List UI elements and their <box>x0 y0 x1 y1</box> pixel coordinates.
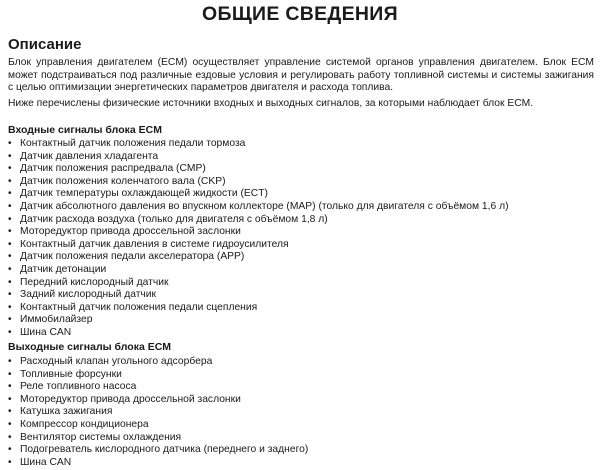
list-item-text: Моторедуктор привода дроссельной заслонки <box>20 226 241 238</box>
list-item-text: Катушка зажигания <box>20 406 113 418</box>
list-item <box>8 277 598 290</box>
list-item-text: Датчик детонации <box>20 263 107 275</box>
bullet-icon: • <box>8 263 12 275</box>
list-item-text: Подогреватель кислородного датчика (переднего и заднего) <box>20 444 309 456</box>
list-item <box>8 394 598 407</box>
bullet-icon: • <box>8 314 12 326</box>
list-item <box>8 188 598 201</box>
list-item-text: Датчик давления хладагента <box>20 150 159 162</box>
bullet-icon: • <box>8 356 12 367</box>
list-item-text: Датчик расхода воздуха (только для двигателя с объёмом 1,8 л) <box>20 213 328 225</box>
bullet-icon: • <box>8 175 12 187</box>
list-item-text: Расходный клапан угольного адсорбера <box>20 356 213 367</box>
list-item-text: Топливные форсунки <box>20 368 122 380</box>
list-item-text: Датчик положения коленчатого вала (CKP) <box>20 175 226 187</box>
bullet-icon: • <box>8 418 12 430</box>
description-paragraph: Блок управления двигателем (ECM) осуществляет управление системой органов управления двигателем. Блок ECM может подстраиваться под различные ездовые условия и регулировать работу топливной системы и системы зажигания с целью оптимизации энергетических параметров двигателя и расхода топлива. <box>8 57 594 94</box>
bullet-icon: • <box>8 188 12 200</box>
list-item-text: Шина CAN <box>20 326 72 338</box>
page-title: ОБЩИЕ СВЕДЕНИЯ <box>202 3 398 25</box>
list-item <box>8 457 598 470</box>
output-signals-list <box>8 356 598 469</box>
bullet-icon: • <box>8 456 12 468</box>
list-item <box>8 226 598 239</box>
bullet-icon: • <box>8 238 12 250</box>
list-item <box>8 201 598 214</box>
bullet-icon: • <box>8 431 12 443</box>
list-item <box>8 163 598 176</box>
list-item-text: Вентилятор системы охлаждения <box>20 431 182 443</box>
signals-intro-paragraph: Ниже перечислены физические источники входных и выходных сигналов, за которыми наблюдает блок ECM. <box>8 98 534 109</box>
section-title-description: Описание <box>8 36 82 53</box>
bullet-icon: • <box>8 138 12 149</box>
bullet-icon: • <box>8 444 12 456</box>
bullet-icon: • <box>8 381 12 393</box>
list-item <box>8 138 598 151</box>
list-item <box>8 419 598 432</box>
list-item-text: Передний кислородный датчик <box>20 276 169 288</box>
bullet-icon: • <box>8 163 12 175</box>
list-item <box>8 176 598 189</box>
list-item <box>8 251 598 264</box>
list-item <box>8 302 598 315</box>
bullet-icon: • <box>8 150 12 162</box>
list-item-text: Моторедуктор привода дроссельной заслонки <box>20 393 241 405</box>
list-item-text: Иммобилайзер <box>20 314 93 326</box>
list-item-text: Контактный датчик положения педали тормоза <box>20 138 246 149</box>
list-item-text: Датчик температуры охлаждающей жидкости (ECT) <box>20 188 268 200</box>
list-item <box>8 314 598 327</box>
bullet-icon: • <box>8 406 12 418</box>
bullet-icon: • <box>8 289 12 301</box>
bullet-icon: • <box>8 301 12 313</box>
list-item <box>8 327 598 340</box>
list-item <box>8 289 598 302</box>
list-item-text: Датчик абсолютного давления во впускном коллекторе (MAP) (только для двигателя с объёмом 1,6 л) <box>20 200 509 212</box>
list-item-text: Компрессор кондиционера <box>20 418 149 430</box>
bullet-icon: • <box>8 226 12 238</box>
list-item <box>8 239 598 252</box>
output-signals-heading: Выходные сигналы блока ECM <box>8 341 172 353</box>
list-item-text: Задний кислородный датчик <box>20 289 157 301</box>
list-item <box>8 369 598 382</box>
list-item <box>8 214 598 227</box>
list-item-text: Датчик положения педали акселератора (APP) <box>20 251 245 263</box>
list-item <box>8 406 598 419</box>
bullet-icon: • <box>8 213 12 225</box>
list-item <box>8 381 598 394</box>
bullet-icon: • <box>8 276 12 288</box>
bullet-icon: • <box>8 368 12 380</box>
input-signals-list <box>8 138 598 340</box>
list-item-text: Контактный датчик положения педали сцепления <box>20 301 258 313</box>
list-item <box>8 444 598 457</box>
list-item-text: Контактный датчик давления в системе гидроусилителя <box>20 238 289 250</box>
bullet-icon: • <box>8 326 12 338</box>
input-signals-heading: Входные сигналы блока ECM <box>8 124 162 136</box>
list-item <box>8 151 598 164</box>
list-item <box>8 264 598 277</box>
list-item-text: Датчик положения распредвала (CMP) <box>20 163 206 175</box>
list-item-text: Шина CAN <box>20 456 72 468</box>
bullet-icon: • <box>8 393 12 405</box>
bullet-icon: • <box>8 251 12 263</box>
bullet-icon: • <box>8 200 12 212</box>
list-item <box>8 432 598 445</box>
list-item <box>8 356 598 369</box>
list-item-text: Реле топливного насоса <box>20 381 137 393</box>
